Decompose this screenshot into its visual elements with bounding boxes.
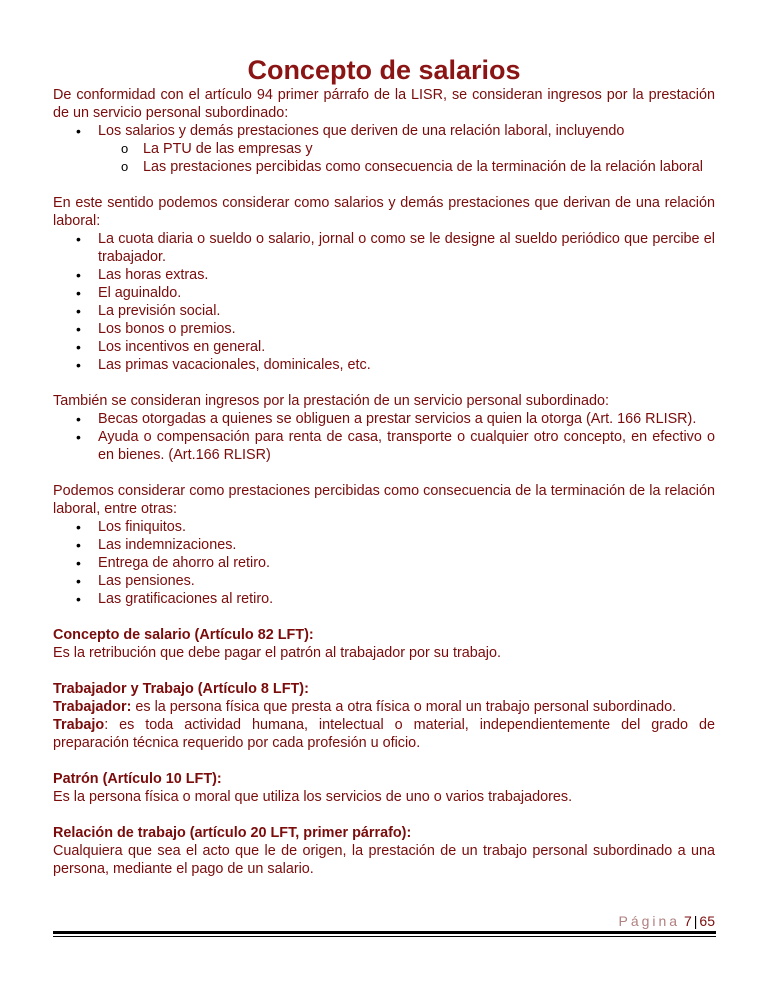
- trabajador-heading: Trabajador y Trabajo (Artículo 8 LFT):: [53, 681, 309, 697]
- list-item: • Los bonos o premios.: [53, 320, 715, 338]
- list-item: • El aguinaldo.: [53, 284, 715, 302]
- section4-paragraph: Podemos considerar como prestaciones percibidas como consecuencia de la terminación de la relación laboral, entre otras:: [53, 483, 715, 517]
- list-item: o La PTU de las empresas y: [53, 140, 715, 158]
- list-item: • Las primas vacacionales, dominicales, etc.: [53, 356, 715, 374]
- page-body: [53, 54, 715, 878]
- list-item: o Las prestaciones percibidas como consecuencia de la terminación de la relación laboral: [53, 158, 715, 176]
- section3-list: [53, 410, 715, 464]
- list-item: • La cuota diaria o sueldo o salario, jornal o como se le designe al sueldo periódico que percibe el trabajador.: [53, 230, 715, 266]
- list-item: • Las indemnizaciones.: [53, 536, 715, 554]
- footer-rule-thick: [53, 931, 716, 934]
- list-item: • Las horas extras.: [53, 266, 715, 284]
- trabajador-def: es la persona física que presta a otra física o moral un trabajo personal subordinado.: [131, 699, 677, 715]
- section4-list: [53, 518, 715, 608]
- page-label: Página: [618, 913, 681, 929]
- list-item: • Los salarios y demás prestaciones que deriven de una relación laboral, incluyendo: [53, 122, 715, 140]
- intro-paragraph: De conformidad con el artículo 94 primer párrafo de la LISR, se consideran ingresos por la prestación de un servicio personal subordinado:: [53, 87, 715, 121]
- list-item: • La previsión social.: [53, 302, 715, 320]
- relacion-heading: Relación de trabajo (artículo 20 LFT, primer párrafo):: [53, 825, 412, 841]
- trabajador-term: Trabajador:: [53, 699, 132, 715]
- section2-paragraph: En este sentido podemos considerar como salarios y demás prestaciones que derivan de una relación laboral:: [53, 195, 715, 229]
- section2-list: [53, 230, 715, 374]
- salario-text: Es la retribución que debe pagar el patrón al trabajador por su trabajo.: [53, 645, 501, 661]
- list-item: • Entrega de ahorro al retiro.: [53, 554, 715, 572]
- list-item: • Los finiquitos.: [53, 518, 715, 536]
- list-item: • Las gratificaciones al retiro.: [53, 590, 715, 608]
- page-separator: |: [693, 913, 698, 929]
- page-footer: [53, 912, 715, 930]
- list-item: • Los incentivos en general.: [53, 338, 715, 356]
- page-total: 65: [699, 913, 715, 929]
- list-item: • Becas otorgadas a quienes se obliguen a prestar servicios a quien la otorga (Art. 166 RLISR).: [53, 410, 715, 428]
- trabajador-definition: [53, 698, 715, 716]
- trabajo-term: Trabajo: [53, 717, 105, 733]
- trabajo-def: : es toda actividad humana, intelectual o material, independientemente del grado de preparación técnica requerido por cada profesión u oficio.: [53, 717, 715, 751]
- footer-rule-thin: [53, 936, 716, 937]
- relacion-text: Cualquiera que sea el acto que le de origen, la prestación de un trabajo personal subordinado a una persona, mediante el pago de un salario.: [53, 843, 715, 877]
- patron-heading: Patrón (Artículo 10 LFT):: [53, 771, 222, 787]
- list-item: • Las pensiones.: [53, 572, 715, 590]
- trabajo-definition: [53, 716, 715, 752]
- intro-list: [53, 122, 715, 140]
- section3-paragraph: También se consideran ingresos por la prestación de un servicio personal subordinado:: [53, 393, 609, 409]
- list-item: • Ayuda o compensación para renta de casa, transporte o cualquier otro concepto, en efectivo o en bienes. (Art.166 RLISR): [53, 428, 715, 464]
- patron-text: Es la persona física o moral que utiliza los servicios de uno o varios trabajadores.: [53, 789, 573, 805]
- page-number: 7: [683, 913, 692, 929]
- salario-heading: Concepto de salario (Artículo 82 LFT):: [53, 627, 314, 643]
- intro-sublist: [53, 140, 715, 176]
- page-title: Concepto de salarios: [247, 55, 521, 85]
